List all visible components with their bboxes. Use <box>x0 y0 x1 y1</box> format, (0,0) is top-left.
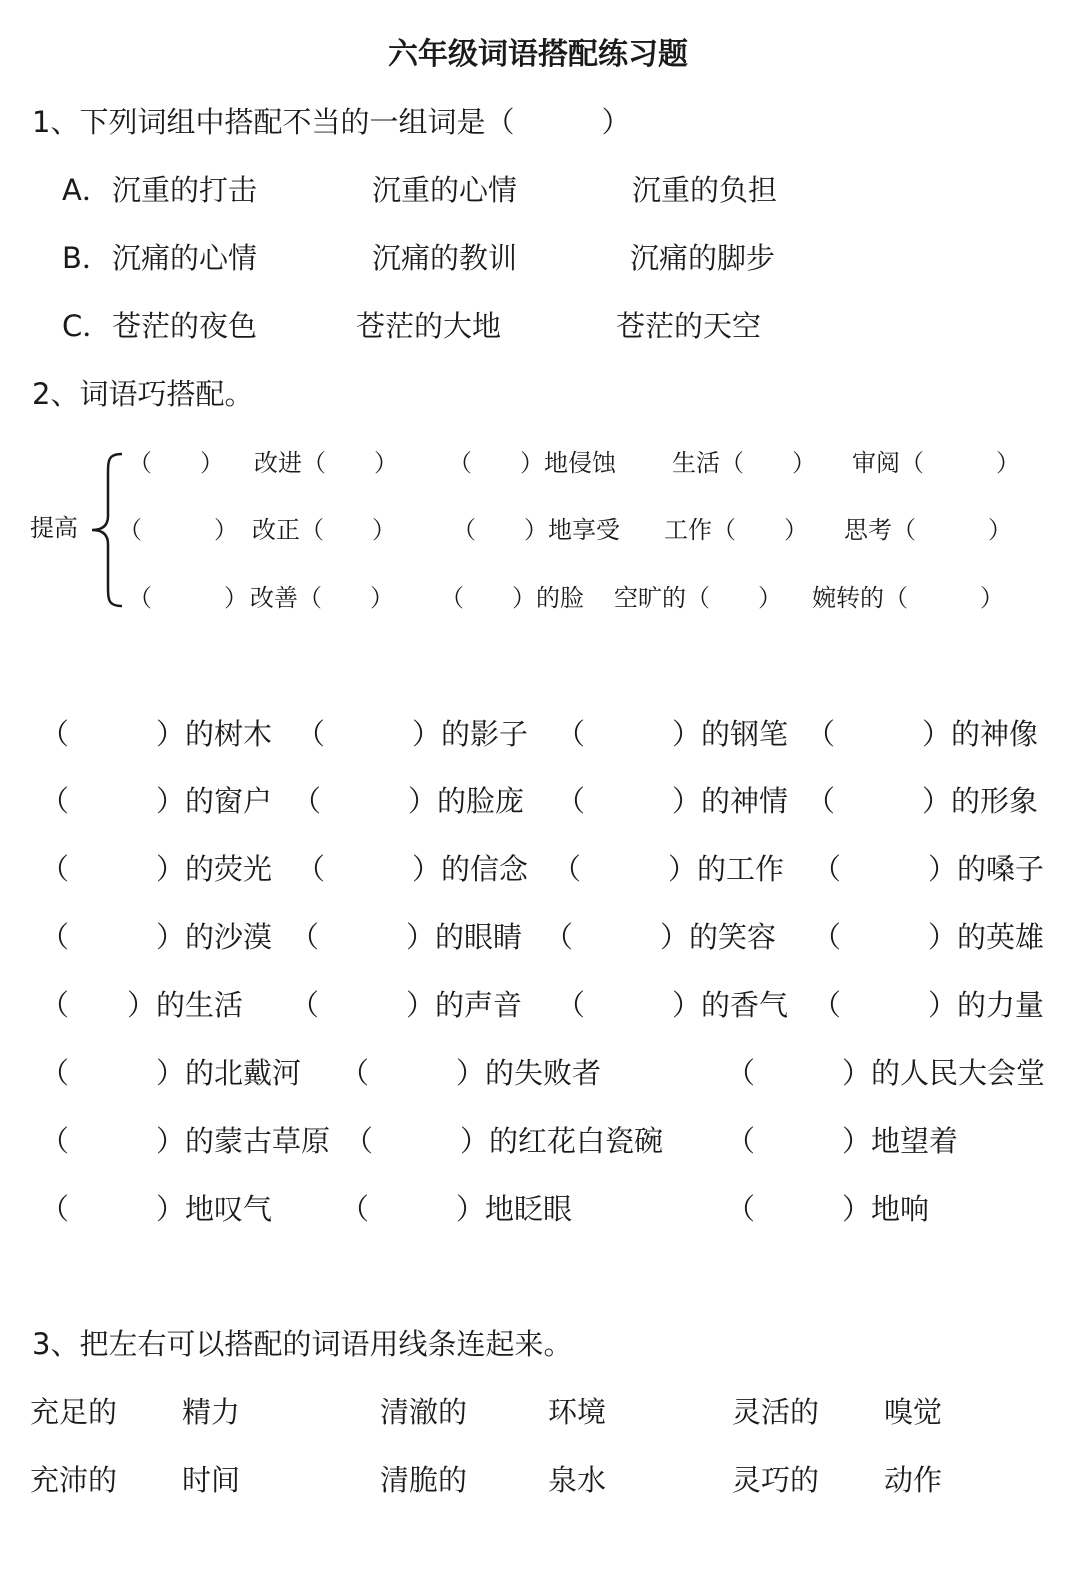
grid-cell: （ ）的沙漠 <box>40 920 273 954</box>
brace-cell: 改正（ ） <box>252 516 396 544</box>
grid-cell: （ ）地响 <box>726 1192 930 1226</box>
match-word: 环境 <box>548 1395 607 1429</box>
option-item: 沉痛的脚步 <box>630 241 776 275</box>
grid-cell: （ ）的窗户 <box>40 784 273 818</box>
grid-cell: （ ）的眼睛 <box>290 920 523 954</box>
grid-cell: （ ）的力量 <box>812 988 1045 1022</box>
match-word: 时间 <box>182 1463 241 1497</box>
grid-cell: （ ）地眨眼 <box>340 1192 573 1226</box>
match-word: 泉水 <box>548 1463 607 1497</box>
grid-cell: （ ）的蒙古草原 <box>40 1124 331 1158</box>
grid-cell: （ ）的形象 <box>806 784 1039 818</box>
grid-cell: （ ）的生活 <box>40 988 244 1022</box>
match-word: 清脆的 <box>380 1463 468 1497</box>
grid-cell: （ ）地望着 <box>726 1124 959 1158</box>
grid-cell: （ ）的神像 <box>806 717 1039 751</box>
option-item: 沉痛的教训 <box>372 241 518 275</box>
grid-cell: （ ）的信念 <box>296 852 529 886</box>
option-letter: A． <box>62 173 111 207</box>
option-item: 沉重的心情 <box>372 173 518 207</box>
option-letter: B． <box>62 241 111 275</box>
grid-cell: （ ）的神情 <box>556 784 789 818</box>
brace-cell: （ ）地侵蚀 <box>448 449 616 477</box>
option-item: 沉重的打击 <box>112 173 258 207</box>
brace-cell: 思考（ ） <box>844 516 1012 544</box>
option-item: 沉痛的心情 <box>112 241 258 275</box>
grid-cell: （ ）地叹气 <box>40 1192 273 1226</box>
grid-cell: （ ）的红花白瓷碗 <box>344 1124 664 1158</box>
question-3-stem: 3、把左右可以搭配的词语用线条连起来。 <box>32 1327 573 1361</box>
brace-cell: 婉转的（ ） <box>812 584 1004 612</box>
brace-cell: 改进（ ） <box>254 449 398 477</box>
grid-cell: （ ）的北戴河 <box>40 1056 302 1090</box>
brace-cell: 生活（ ） <box>672 449 816 477</box>
question-2-stem: 2、词语巧搭配。 <box>32 377 254 411</box>
match-word: 嗅觉 <box>884 1395 943 1429</box>
grid-cell: （ ）的影子 <box>296 717 529 751</box>
grid-cell: （ ）的钢笔 <box>556 717 789 751</box>
match-word: 灵巧的 <box>732 1463 820 1497</box>
grid-cell: （ ）的英雄 <box>812 920 1045 954</box>
brace-cell: （ ）地享受 <box>452 516 620 544</box>
grid-cell: （ ）的嗓子 <box>812 852 1045 886</box>
brace-cell: （ ） <box>128 584 248 612</box>
grid-cell: （ ）的工作 <box>552 852 785 886</box>
grid-cell: （ ）的荧光 <box>40 852 273 886</box>
grid-cell: （ ）的笑容 <box>544 920 777 954</box>
question-1-stem: 1、下列词组中搭配不当的一组词是（ ） <box>32 105 631 139</box>
match-word: 充足的 <box>30 1395 118 1429</box>
brace-label: 提高 <box>30 514 78 542</box>
option-item: 苍茫的夜色 <box>112 309 258 343</box>
grid-cell: （ ）的失败者 <box>340 1056 602 1090</box>
option-letter: C． <box>62 309 112 343</box>
grid-cell: （ ）的声音 <box>290 988 523 1022</box>
match-word: 灵活的 <box>732 1395 820 1429</box>
grid-cell: （ ）的树木 <box>40 717 273 751</box>
match-word: 动作 <box>884 1463 943 1497</box>
option-item: 苍茫的大地 <box>356 309 502 343</box>
brace-cell: 审阅（ ） <box>852 449 1020 477</box>
page-title: 六年级词语搭配练习题 <box>388 37 688 72</box>
brace-cell: 空旷的（ ） <box>614 584 782 612</box>
option-item: 沉重的负担 <box>632 173 778 207</box>
grid-cell: （ ）的脸庞 <box>292 784 525 818</box>
grid-cell: （ ）的香气 <box>556 988 789 1022</box>
brace-cell: 改善（ ） <box>250 584 394 612</box>
option-item: 苍茫的天空 <box>616 309 762 343</box>
brace-cell: 工作（ ） <box>664 516 808 544</box>
brace-cell: （ ） <box>128 449 224 477</box>
brace-cell: （ ） <box>118 516 238 544</box>
match-word: 清澈的 <box>380 1395 468 1429</box>
match-word: 精力 <box>182 1395 241 1429</box>
brace-cell: （ ）的脸 <box>440 584 584 612</box>
grid-cell: （ ）的人民大会堂 <box>726 1056 1046 1090</box>
match-word: 充沛的 <box>30 1463 118 1497</box>
